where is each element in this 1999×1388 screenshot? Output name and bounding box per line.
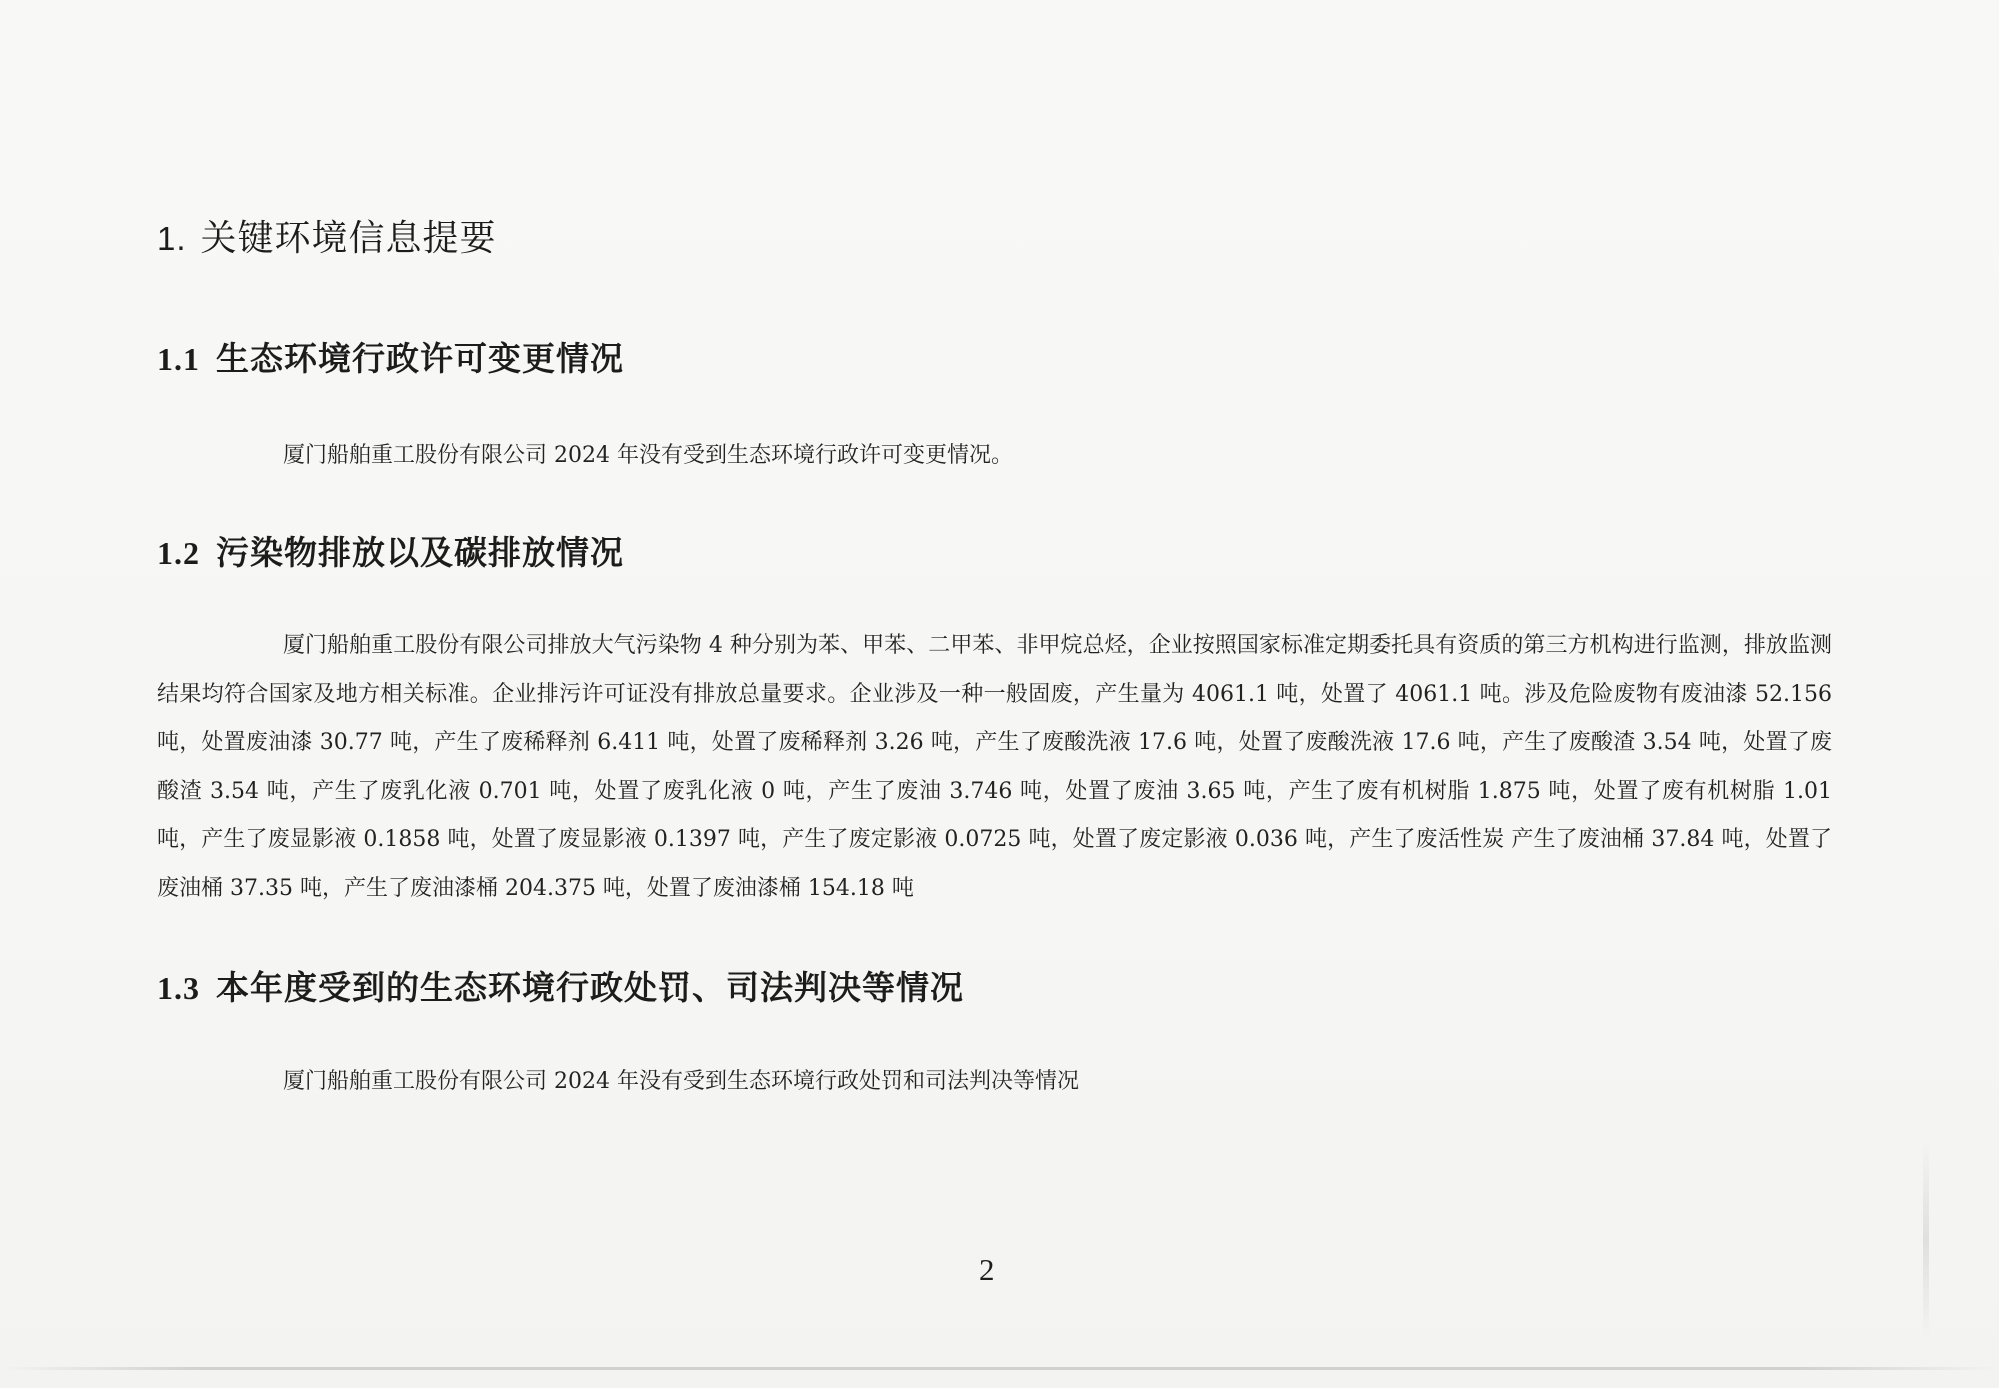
subsection-number: 1.3 [157,970,200,1006]
subsection-title: 污染物排放以及碳排放情况 [216,533,624,572]
subsection-number: 1.2 [157,535,200,571]
paragraph-penalties: 厦门船舶重工股份有限公司 2024 年没有受到生态环境行政处罚和司法判决等情况 [283,1069,1079,1094]
section-title [157,210,497,261]
section-number: 1. [157,220,187,257]
scan-edge-mark [1923,1140,1929,1340]
paragraph-emissions: 厦门船舶重工股份有限公司排放大气污染物 4 种分别为苯、甲苯、二甲苯、非甲烷总烃，企业按照国家标准定期委托具有资质的第三方机构进行监测，排放监测结果均符合国家及地方相关标准。企业排污许可证没有排放总量要求。企业涉及一种一般固废，产生量为 4061.1 吨，处置了 4061.1 吨。涉及危险废物有废油漆 52.156 吨，处置废油漆 30.77 吨，产生了废稀释剂 6.411 吨，处置了废稀释剂 3.26 吨，产生了废酸洗液 17.6 吨，处置了废酸洗液 17.6 吨，产生了废酸渣 3.54 吨，处置了废酸渣 3.54 吨，产生了废乳化液 0.701 吨，处置了废乳化液 0 吨，产生了废油 3.746 吨，处置了废油 3.65 吨，产生了废有机树脂 1.875 吨，处置了废有机树脂 1.01 吨，产生了废显影液 0.1858 吨，处置了废显影液 0.1397 吨，产生了废定影液 0.0725 吨，处置了废定影液 0.036 吨，产生了废活性炭 产生了废油桶 37.84 吨，处置了废油桶 37.35 吨，产生了废油漆桶 204.375 吨，处置了废油漆桶 154.18 吨 [157,633,1832,901]
paragraph-permit-changes: 厦门船舶重工股份有限公司 2024 年没有受到生态环境行政许可变更情况。 [283,443,1013,468]
page-number: 2 [979,1252,995,1287]
subsection-title: 生态环境行政许可变更情况 [216,339,624,378]
scan-edge-line [0,1367,1999,1370]
subsection-title: 本年度受到的生态环境行政处罚、司法判决等情况 [216,968,964,1007]
subsection-heading-1-1 [157,333,624,380]
subsection-heading-1-2 [157,527,624,574]
section-title-text: 关键环境信息提要 [200,218,497,259]
subsection-number: 1.1 [157,341,200,377]
subsection-heading-1-3 [157,962,964,1009]
